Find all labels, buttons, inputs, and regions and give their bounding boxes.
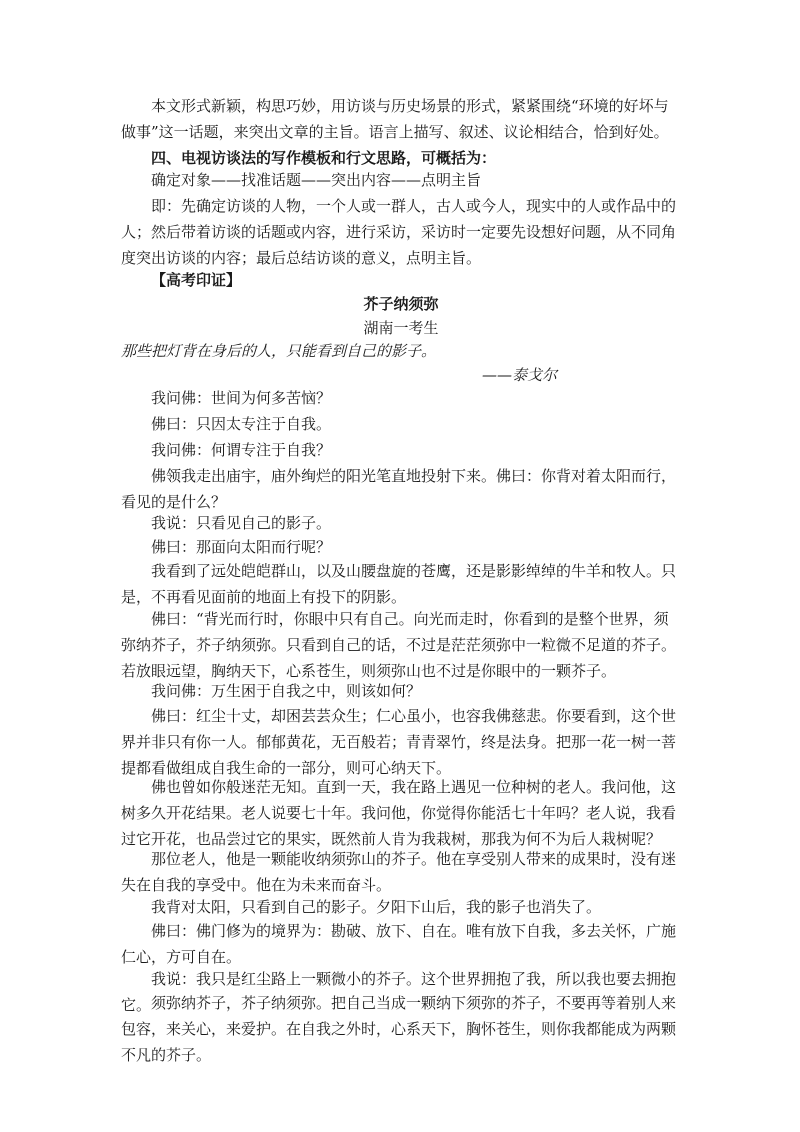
essay-paragraph: 我问佛：何谓专注于自我？ xyxy=(151,441,332,459)
epigraph-source: ——泰戈尔 xyxy=(481,366,557,384)
template-line: 确定对象——找准话题——突出内容——点明主旨 xyxy=(151,171,482,189)
essay-paragraph: 我问佛：世间为何多苦恼？ xyxy=(151,389,332,407)
essay-paragraph: 我说：只看见自己的影子。 xyxy=(151,514,332,532)
essay-paragraph: 我说：我只是红尘路上一颗微小的芥子。这个世界拥抱了我，所以我也要去拥抱它。 xyxy=(121,970,677,1014)
essay-paragraph: 佛曰：红尘十丈，却困芸芸众生；仁心虽小，也容我佛慈悲。你要看到，这个世界并非只有你一人。郁郁黄花，无百般若；青青翠竹，终是法身。把那一花一树一菩提都看做组成自我生命的一部分，则可心纳天下。 xyxy=(121,707,677,777)
essay-paragraph: 佛曰：只因太专注于自我。 xyxy=(151,415,332,433)
essay-title: 芥子纳须弥 xyxy=(363,295,439,313)
essay-paragraph: 佛也曾如你般迷茫无知。直到一天，我在路上遇见一位种树的老人。我问他，这树多久开花结果。老人说要七十年。我问他，你觉得你能活七十年吗？老人说，我看过它开花，也品尝过它的果实，既然前人肯为我栽树，那我为何不为后人栽树呢？ xyxy=(121,778,677,848)
intro-paragraph: 本文形式新颖，构思巧妙，用访谈与历史场景的形式，紧紧围绕“环境的好坏与做事”这一话题，来突出文章的主旨。语言上描写、叙述、议论相结合，恰到好处。 xyxy=(121,97,669,141)
section-gaokao: 【高考印证】 xyxy=(151,271,242,289)
essay-author: 湖南一考生 xyxy=(363,319,439,337)
essay-paragraph: 我背对太阳，只看到自己的影子。夕阳下山后，我的影子也消失了。 xyxy=(151,898,602,916)
epigraph: 那些把灯背在身后的人，只能看到自己的影子。 xyxy=(121,342,437,360)
essay-paragraph: 佛领我走出庙宇，庙外绚烂的阳光笔直地投射下来。佛曰：你背对着太阳而行，看见的是什么？ xyxy=(121,467,677,511)
essay-paragraph: 佛曰：佛门修为的境界为：勘破、放下、自在。唯有放下自我，多去关怀，广施仁心，方可自在。 xyxy=(121,922,677,966)
essay-paragraph: 我问佛：万生困于自我之中，则该如何？ xyxy=(151,682,422,700)
essay-paragraph: 佛曰：那面向太阳而行呢？ xyxy=(151,538,332,556)
essay-paragraph: 那位老人，他是一颗能收纳须弥山的芥子。他在享受别人带来的成果时，没有迷失在自我的享受中。他在为未来而奋斗。 xyxy=(121,850,677,894)
section-heading-4: 四、电视访谈法的写作模板和行文思路，可概括为： xyxy=(151,149,497,167)
essay-paragraph: 须弥纳芥子，芥子纳须弥。把自己当成一颗纳下须弥的芥子，不要再等着别人来包容，来关心，来爱护。在自我之外时，心系天下，胸怀苍生，则你我都能成为两颗不凡的芥子。 xyxy=(121,994,677,1064)
essay-paragraph: 佛曰：“背光而行时，你眼中只有自己。向光而走时，你看到的是整个世界，须弥纳芥子，芥子纳须弥。只看到自己的话，不过是茫茫须弥中一粒微不足道的芥子。若放眼远望，胸纳天下，心系苍生，则须弥山也不过是你眼中的一颗芥子。 xyxy=(121,610,677,680)
essay-paragraph: 我看到了远处皑皑群山，以及山腰盘旋的苍鹰，还是影影绰绰的牛羊和牧人。只是，不再看见面前的地面上有投下的阴影。 xyxy=(121,562,677,606)
template-explanation: 即：先确定访谈的人物，一个人或一群人，古人或今人，现实中的人或作品中的人；然后带着访谈的话题或内容，进行采访，采访时一定要先设想好问题，从不同角度突出访谈的内容；最后总结访谈的意义，点明主旨。 xyxy=(121,197,677,267)
